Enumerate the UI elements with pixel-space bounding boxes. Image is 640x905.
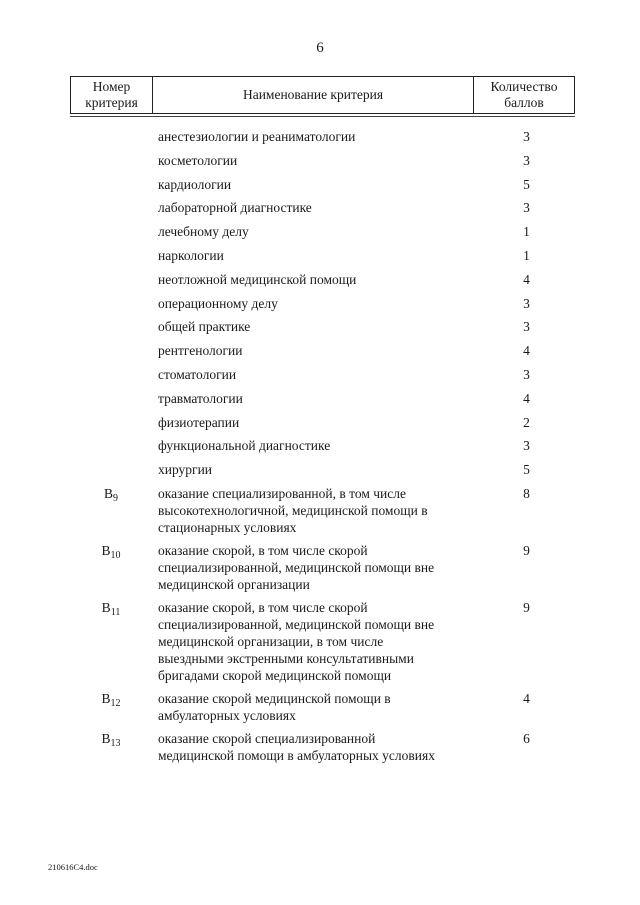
criterion-letter: B [103,485,113,501]
table-row [70,461,575,485]
criterion-score: 4 [523,271,530,287]
criterion-letter: B [101,690,111,706]
table-row [70,390,575,414]
criterion-score: 9 [523,599,530,615]
criterion-score: 4 [523,390,530,406]
criterion-score: 3 [523,200,530,216]
criterion-name: физиотерапии [158,414,240,430]
criterion-name-line: медицинской организации, в том числе [158,633,384,649]
criterion-name: лабораторной диагностике [158,200,312,216]
criterion-name-line: оказание скорой, в том числе скорой [158,542,368,558]
criterion-score: 5 [523,462,530,478]
criterion-score: 6 [523,730,530,746]
criterion-name-line: оказание скорой медицинской помощи в [158,690,391,706]
criterion-name: наркологии [158,247,224,263]
table-row [70,599,575,684]
criterion-score: 3 [523,295,530,311]
table-row [70,690,575,724]
criterion-index: 11 [110,606,121,618]
criterion-name: стоматологии [158,366,237,382]
criterion-name: неотложной медицинской помощи [158,271,357,287]
criterion-name: хирургии [158,462,213,478]
header-name: Наименование критерия [242,87,384,102]
header-score: Количество баллов [490,79,558,110]
table-header [70,76,575,114]
criterion-name-line: медицинской помощи в амбулаторных условиях [158,747,435,763]
table-row [70,176,575,200]
criterion-name-line: высокотехнологичной, медицинской помощи в [158,502,428,518]
criterion-name-line: оказание специализированной, в том числе [158,485,407,501]
criterion-letter: B [101,542,111,558]
table-row [70,437,575,461]
criterion-name: операционному делу [158,295,278,311]
criterion-index: 9 [113,492,118,504]
criterion-score: 8 [523,485,530,501]
criterion-name: косметологии [158,152,238,168]
criterion-name [152,690,478,724]
criterion-name [152,485,478,536]
criterion-score: 1 [523,224,530,240]
header-number: Номер критерия [85,79,138,110]
criterion-name: кардиологии [158,176,232,192]
criterion-letter: B [101,599,111,615]
criterion-name-line: бригадами скорой медицинской помощи [158,667,392,683]
criterion-number [70,485,152,507]
table-row [70,414,575,438]
criteria-table [70,76,575,770]
criterion-letter: B [101,730,111,746]
criterion-score: 9 [523,542,530,558]
criterion-index: 12 [110,697,121,709]
criterion-score: 3 [523,152,530,168]
table-row [70,730,575,764]
criterion-name-line: амбулаторных условиях [158,707,296,723]
table-row [70,128,575,152]
criterion-name-line: специализированной, медицинской помощи вне [158,616,435,632]
criterion-score: 3 [523,129,530,144]
table-row [70,366,575,390]
criterion-number [70,730,152,752]
criterion-name [152,599,478,684]
criterion-name: рентгенологии [158,343,243,359]
criterion-index: 10 [110,549,121,561]
file-name: 210616C4.doc [48,862,98,872]
criterion-name: травматологии [158,390,243,406]
criterion-score: 5 [523,176,530,192]
criterion-name: общей практике [158,319,251,335]
criterion-name-line: специализированной, медицинской помощи вне [158,559,435,575]
table-row [70,542,575,593]
criterion-name [152,730,478,764]
criterion-score: 3 [523,366,530,382]
criterion-name: функциональной диагностике [158,438,331,454]
criterion-number [70,542,152,564]
table-row [70,485,575,536]
table-row [70,247,575,271]
criterion-score: 4 [523,343,530,359]
criterion-number [70,690,152,712]
criterion-score: 3 [523,319,530,335]
header-divider [70,116,575,117]
criterion-score: 3 [523,438,530,454]
criterion-name: анестезиологии и реаниматологии [158,129,356,144]
criterion-name-line: оказание скорой, в том числе скорой [158,599,368,615]
criterion-index: 13 [110,737,121,749]
table-body [70,128,575,764]
criterion-name-line: оказание скорой специализированной [158,730,376,746]
criterion-score: 1 [523,247,530,263]
criterion-number [70,599,152,621]
table-row [70,152,575,176]
criterion-name: лечебному делу [158,224,249,240]
page-number: 6 [316,40,324,56]
table-row [70,295,575,319]
table-row [70,199,575,223]
criterion-score: 2 [523,414,530,430]
table-row [70,342,575,366]
criterion-name-line: выездными экстренными консультативными [158,650,414,666]
criterion-name-line: медицинской организации [158,576,310,592]
table-row [70,318,575,342]
criterion-score: 4 [523,690,530,706]
table-row [70,271,575,295]
criterion-name [152,542,478,593]
table-row [70,223,575,247]
criterion-name-line: стационарных условиях [158,519,297,535]
